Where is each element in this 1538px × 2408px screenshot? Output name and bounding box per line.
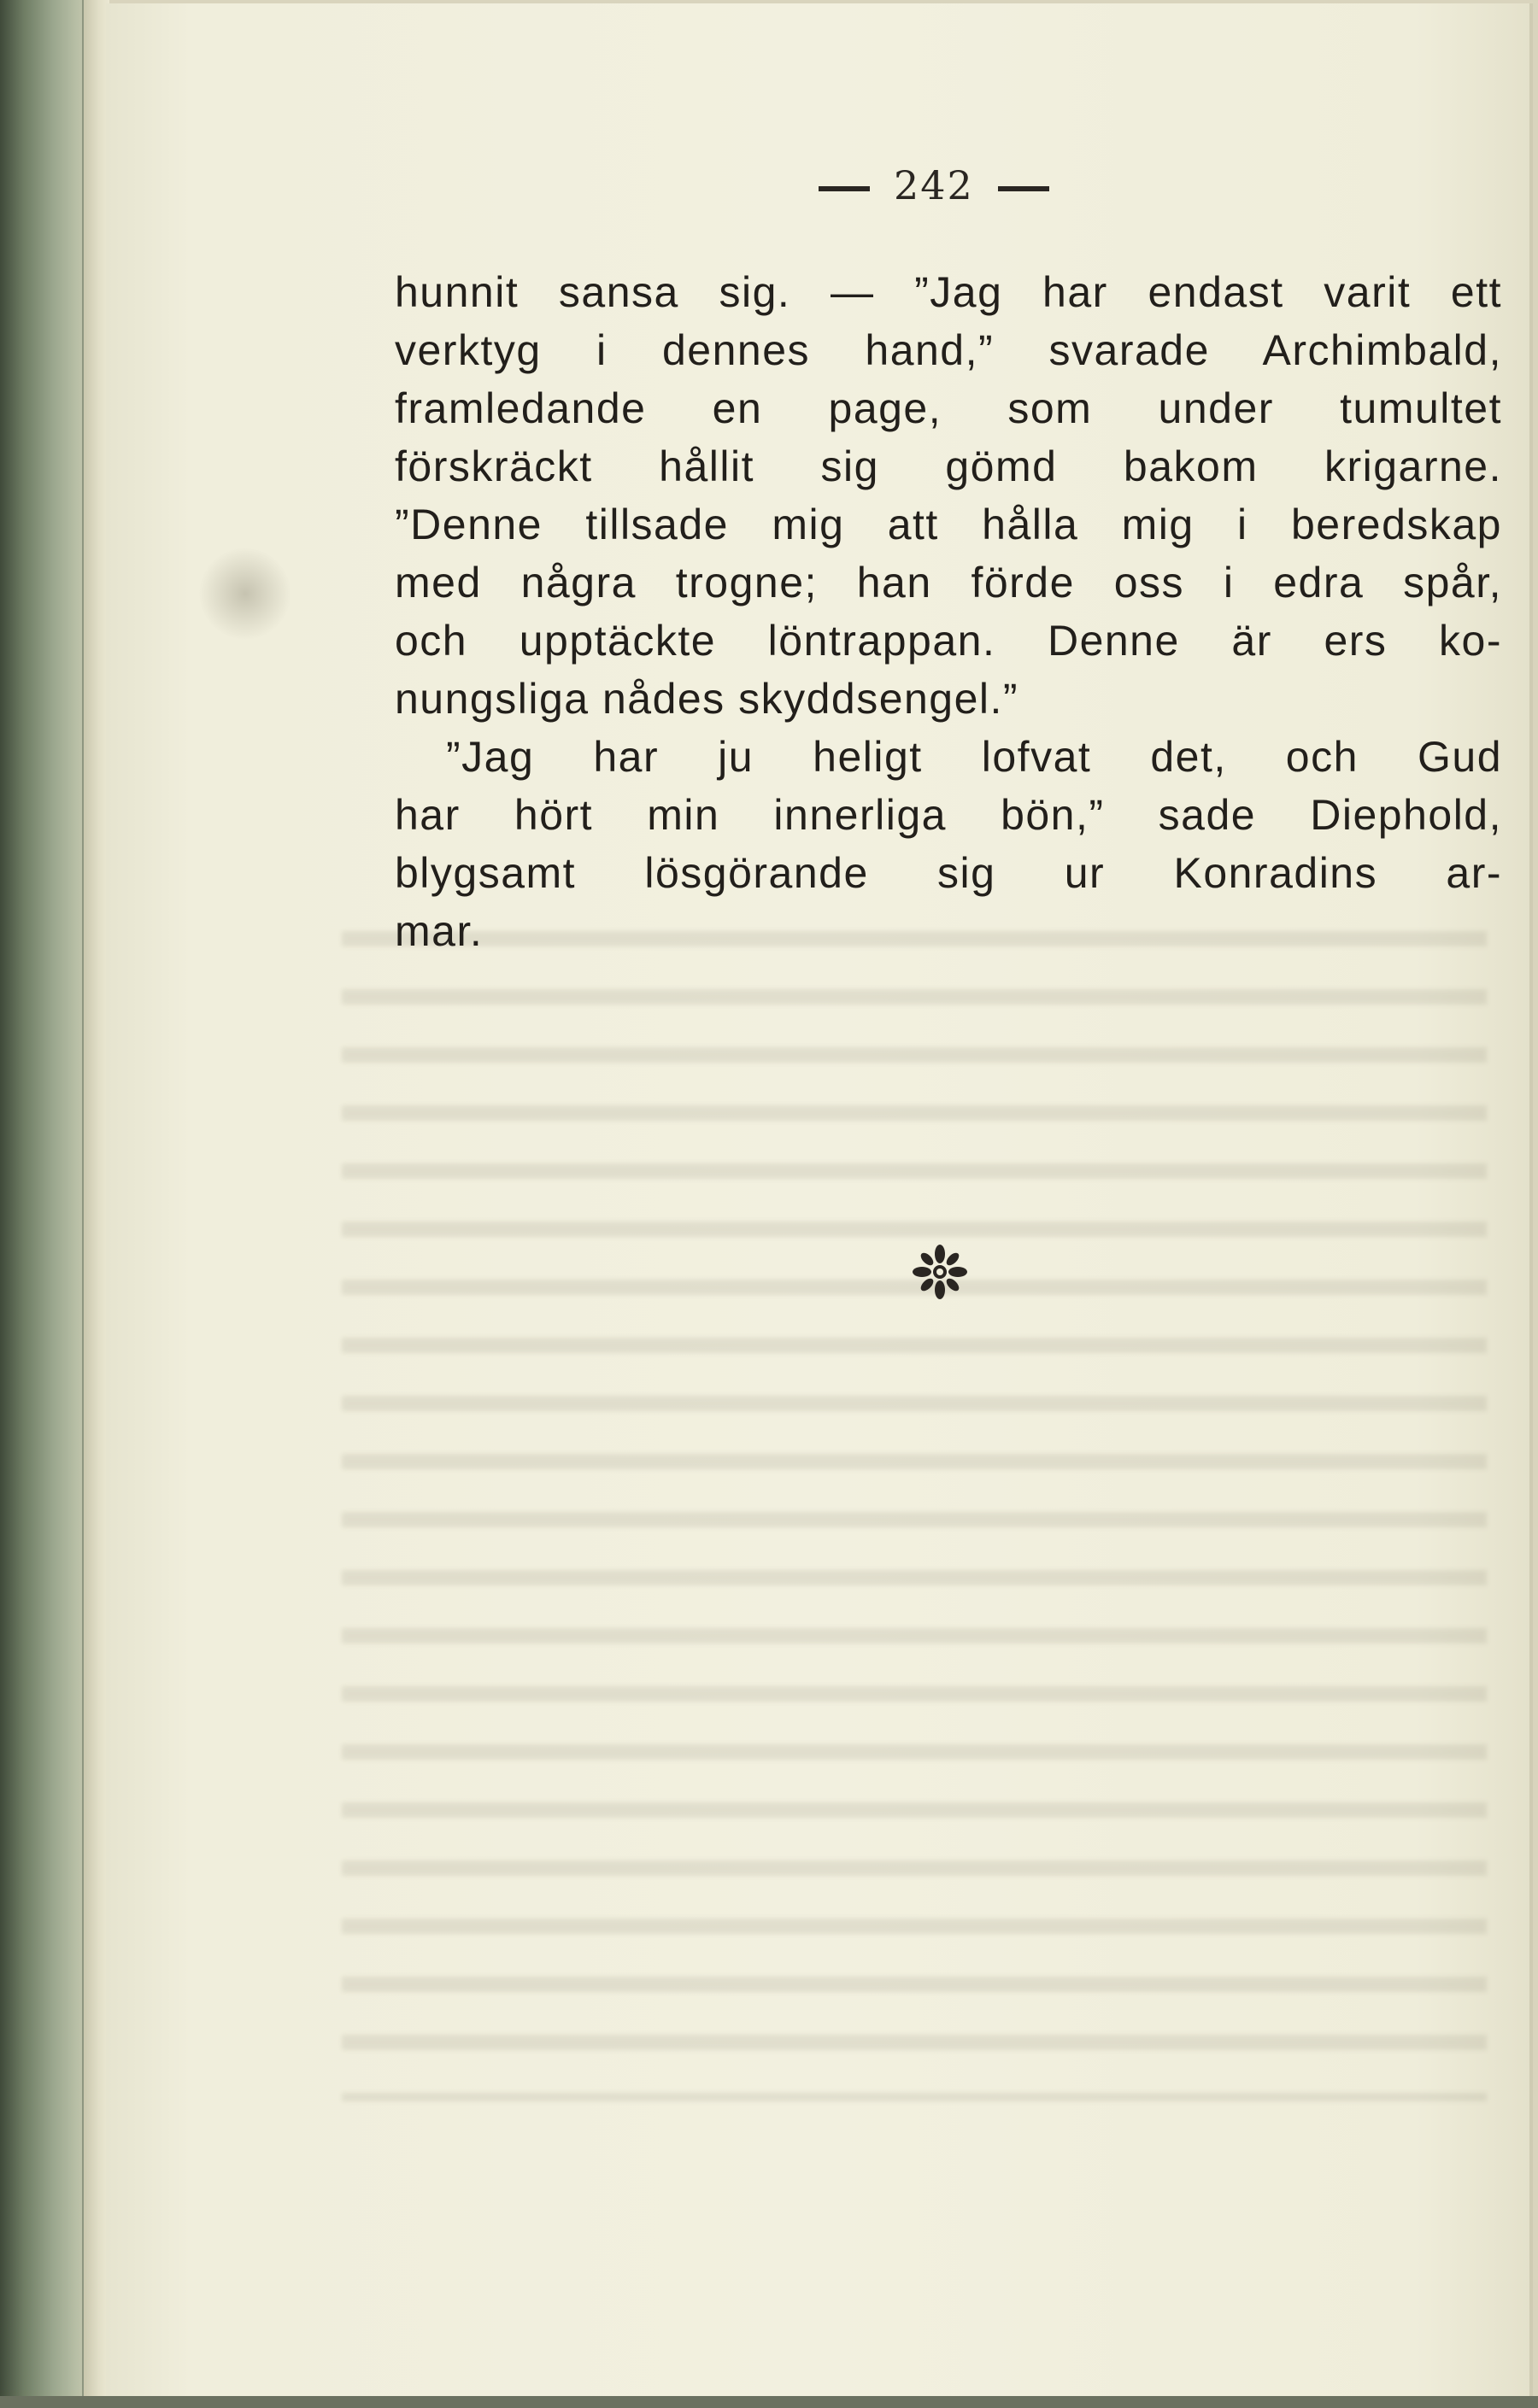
bottom-edge: [0, 2396, 1538, 2408]
bleed-through-text: [342, 905, 1487, 2101]
floral-vignette-icon: [912, 1244, 968, 1300]
text-line: mar.: [395, 907, 484, 955]
body-text: [395, 263, 1502, 960]
text-line: ”Jag har ju heligt lofvat det, och Gud: [446, 733, 1502, 781]
text-line: nungsliga nådes skyddsengel.”: [395, 675, 1019, 723]
header-dash-right: [998, 186, 1049, 191]
text-line: framledande en page, som under tumultet: [395, 384, 1502, 432]
text-line: förskräckt hållit sig gömd bakom krigarne.: [395, 442, 1502, 490]
text-line: blygsamt lösgörande sig ur Konradins ar-: [395, 849, 1502, 897]
text-line: hunnit sansa sig. — ”Jag har endast varit ett: [395, 268, 1502, 316]
text-line: ”Denne tillsade mig att hålla mig i beredskap: [395, 501, 1502, 548]
text-line: verktyg i dennes hand,” svarade Archimbald,: [395, 326, 1502, 374]
text-line: med några trogne; han förde oss i edra spår,: [395, 559, 1502, 606]
paper-stain: [198, 547, 292, 641]
page-number: 242: [894, 162, 974, 208]
text-line: har hört min innerliga bön,” sade Diephold,: [395, 791, 1502, 839]
header-dash-left: [819, 186, 870, 191]
page-header: [795, 162, 1136, 208]
text-line: och upptäckte löntrappan. Denne är ers ko-: [395, 617, 1502, 665]
